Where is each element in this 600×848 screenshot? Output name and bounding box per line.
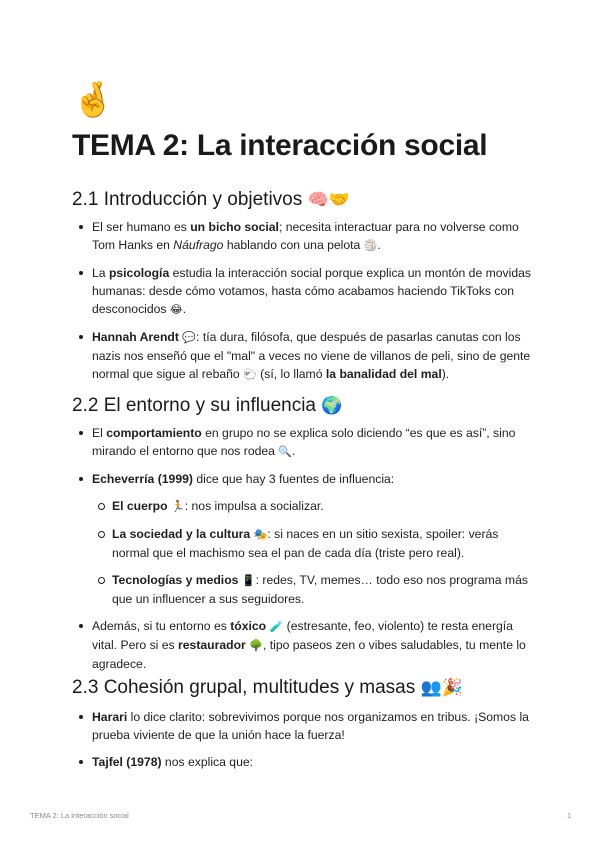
list-item: La psicología estudia la interacción social porque explica un montón de movidas humanas: desde cómo votamos, hasta cómo acabamos haciendo TikToks con desconocidos 😂. (72, 264, 532, 319)
list-item: Echeverría (1999) dice que hay 3 fuentes de influencia: El cuerpo 🏃: nos impulsa a socializar. La sociedad y la cultura 🎭: si naces en un sitio sexista, spoiler: verás normal que el machismo sea el pan de cada día (triste pero real). Tecnologías y medios 📱: redes, TV, memes… todo eso nos programa más que un influencer a sus seguidores. (72, 470, 532, 608)
list-item: Tecnologías y medios 📱: redes, TV, memes… todo eso nos programa más que un influencer a sus seguidores. (92, 571, 532, 608)
magnifier-icon: 🔍 (278, 445, 293, 458)
footer-title: TEMA 2: La interacción social (30, 811, 129, 820)
volleyball-icon: 🏐 (363, 239, 378, 252)
tree-icon: 🌳 (245, 639, 263, 652)
list-item: Tajfel (1978) nos explica que: (72, 753, 532, 771)
section-2-2-list (72, 424, 532, 682)
theater-masks-icon: 🎭 (250, 528, 268, 541)
brain-handshake-icon: 🧠🤝 (307, 190, 350, 210)
section-heading-2-3: 2.3 Cohesión grupal, multitudes y masas 👥🎉 (72, 677, 463, 698)
influence-sources-list (92, 497, 532, 608)
list-item: Hannah Arendt 💬: tía dura, filósofa, que después de pasarlas canutas con los nazis nos enseñó que el "mal" a veces no viene de villanos de peli, sino de gente normal que sigue al rebaño 🐑 (sí, lo llamó la banalidad del mal). (72, 328, 532, 384)
speech-bubble-icon: 💬 (178, 331, 197, 344)
list-item: El cuerpo 🏃: nos impulsa a socializar. (92, 497, 532, 516)
people-party-icon: 👥🎉 (420, 678, 463, 698)
crossed-fingers-icon: 🤞 (72, 80, 115, 120)
runner-icon: 🏃 (167, 500, 185, 513)
globe-icon: 🌍 (321, 396, 343, 416)
phone-icon: 📱 (238, 574, 256, 587)
section-heading-2-1: 2.1 Introducción y objetivos 🧠🤝 (72, 189, 350, 210)
page-title: TEMA 2: La interacción social (72, 129, 488, 162)
sheep-icon: 🐑 (243, 368, 257, 381)
page-number: 1 (567, 811, 572, 820)
section-2-3-list (72, 708, 532, 780)
list-item: La sociedad y la cultura 🎭: si naces en un sitio sexista, spoiler: verás normal que el machismo sea el pan de cada día (triste pero real). (92, 525, 532, 562)
section-2-1-list (72, 218, 532, 393)
test-tube-icon: 🧪 (266, 620, 284, 633)
laughing-face-icon: 😂 (169, 303, 183, 316)
list-item: El comportamiento en grupo no se explica solo diciendo “es que es así”, sino mirando el entorno que nos rodea 🔍. (72, 424, 532, 461)
list-item: Harari lo dice clarito: sobrevivimos porque nos organizamos en tribus. ¡Somos la prueba viviente de que la unión hace la fuerza! (72, 708, 532, 744)
list-item: El ser humano es un bicho social; necesita interactuar para no volverse como Tom Hanks en Náufrago hablando con una pelota 🏐. (72, 218, 532, 255)
section-heading-2-2: 2.2 El entorno y su influencia 🌍 (72, 395, 343, 416)
list-item: Además, si tu entorno es tóxico 🧪 (estresante, feo, violento) te resta energía vital. Pero si es restaurador 🌳, tipo paseos zen o vibes saludables, tu mente lo agradece. (72, 617, 532, 673)
